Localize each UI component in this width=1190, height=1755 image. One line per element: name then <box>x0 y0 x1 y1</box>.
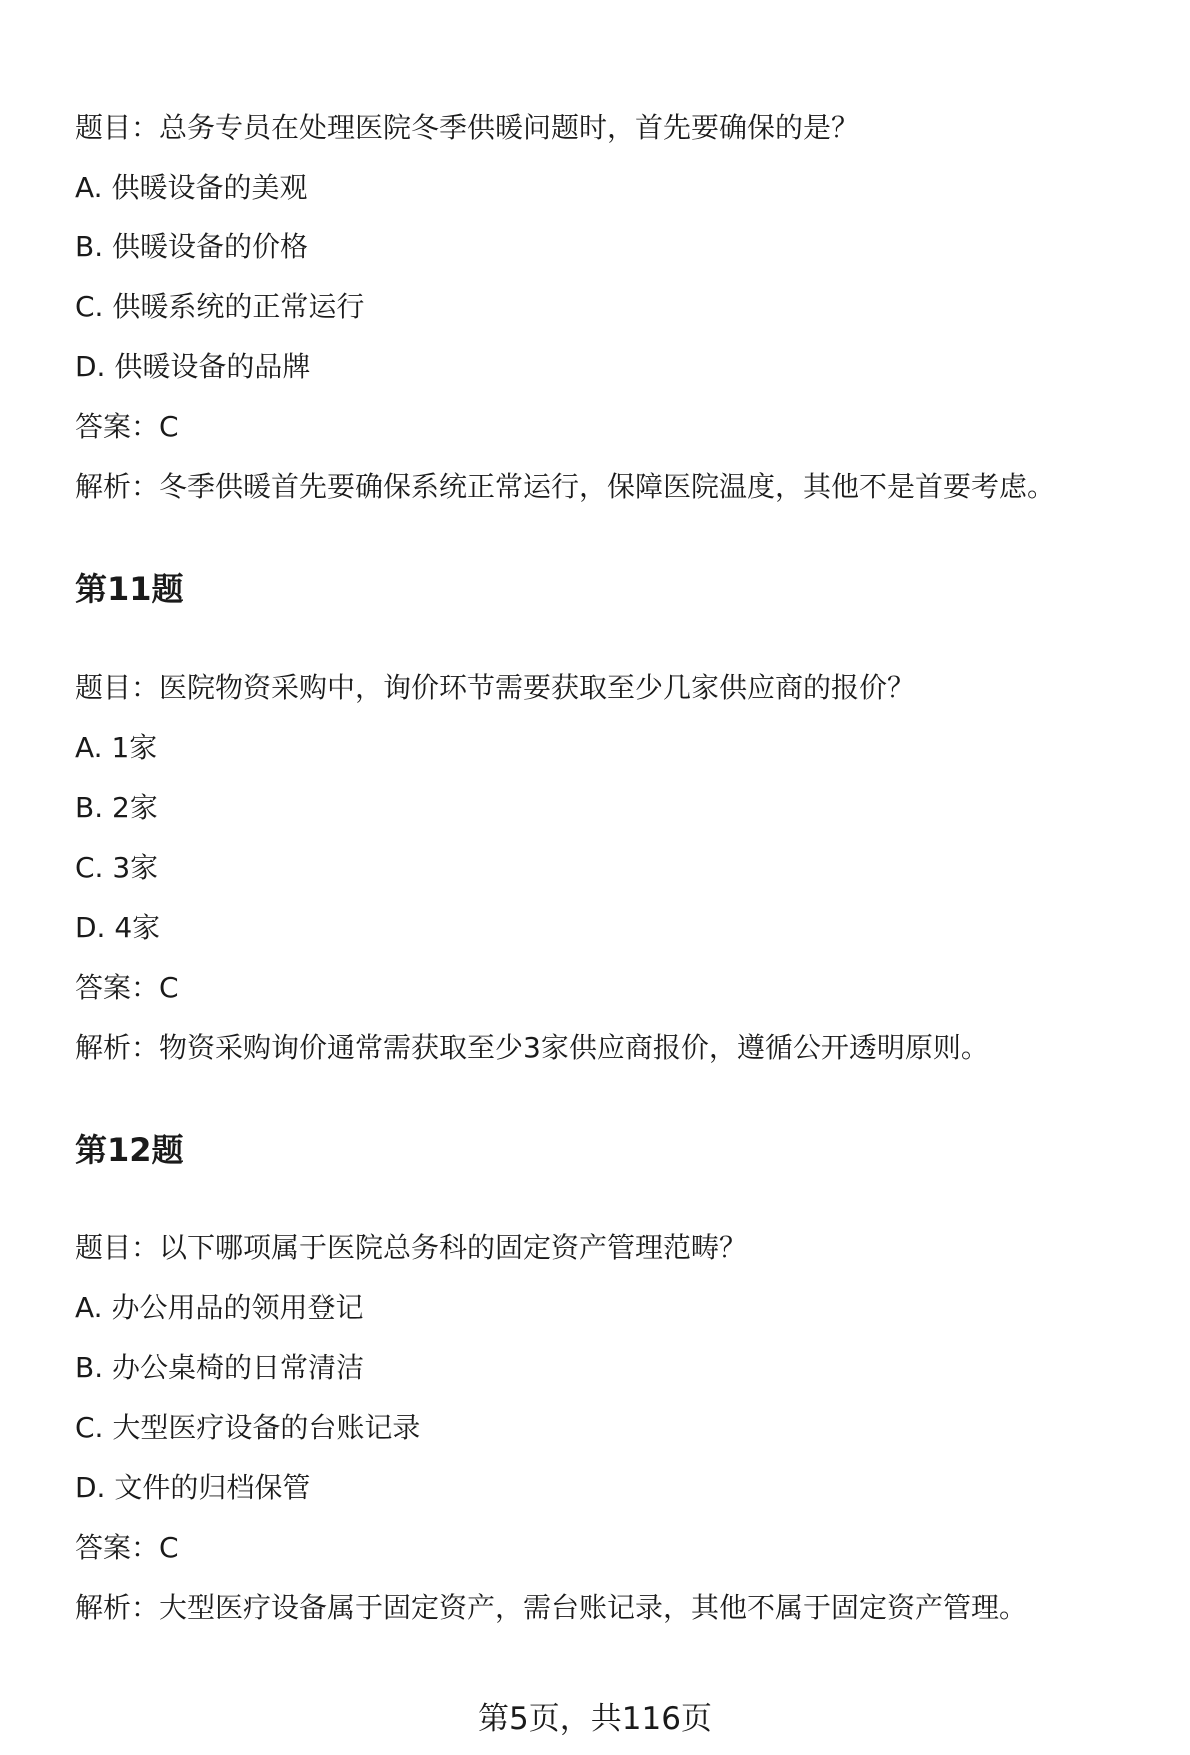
answer-text: 答案：C <box>75 971 179 1004</box>
question-text: 题目：医院物资采购中，询价环节需要获取至少几家供应商的报价？ <box>75 671 916 704</box>
question-heading: 第11题 <box>75 570 184 608</box>
option-d: D. 供暖设备的品牌 <box>75 350 311 383</box>
option-d: D. 4家 <box>75 911 161 944</box>
option-c: C. 3家 <box>75 851 159 884</box>
page-footer: 第5页，共116页 <box>478 1701 712 1737</box>
option-c: C. 供暖系统的正常运行 <box>75 290 365 323</box>
analysis-text: 解析：物资采购询价通常需获取至少3家供应商报价，遵循公开透明原则。 <box>75 1031 989 1064</box>
question-heading: 第12题 <box>75 1131 184 1169</box>
answer-text: 答案：C <box>75 410 179 443</box>
option-d: D. 文件的归档保管 <box>75 1471 311 1504</box>
answer-text: 答案：C <box>75 1531 179 1564</box>
option-a: A. 供暖设备的美观 <box>75 171 308 204</box>
analysis-text: 解析：冬季供暖首先要确保系统正常运行，保障医院温度，其他不是首要考虑。 <box>75 470 1056 503</box>
option-a: A. 1家 <box>75 731 158 764</box>
analysis-text: 解析：大型医疗设备属于固定资产，需台账记录，其他不属于固定资产管理。 <box>75 1591 1028 1624</box>
option-b: B. 供暖设备的价格 <box>75 230 309 263</box>
option-b: B. 办公桌椅的日常清洁 <box>75 1351 365 1384</box>
option-a: A. 办公用品的领用登记 <box>75 1291 364 1324</box>
question-text: 题目：总务专员在处理医院冬季供暖问题时，首先要确保的是？ <box>75 111 860 144</box>
option-c: C. 大型医疗设备的台账记录 <box>75 1411 421 1444</box>
option-b: B. 2家 <box>75 791 158 824</box>
question-text: 题目：以下哪项属于医院总务科的固定资产管理范畴？ <box>75 1231 748 1264</box>
